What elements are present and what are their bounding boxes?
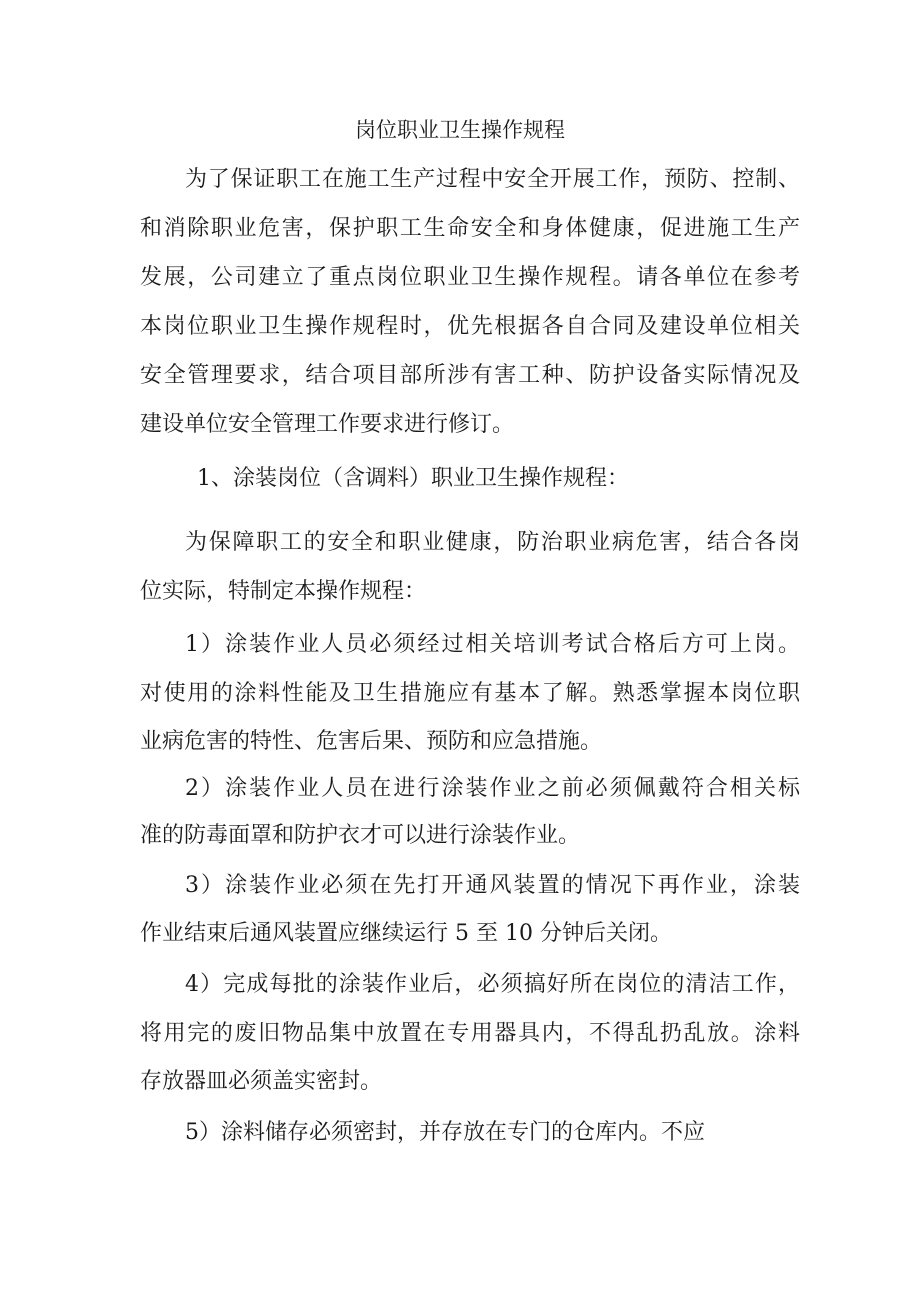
intro-line: 发展，公司建立了重点岗位职业卫生操作规程。请各单位在参考: [140, 265, 800, 290]
rule-line: 准的防毒面罩和防护衣才可以进行涂装作业。: [140, 823, 581, 848]
rule-line: 5）涂料储存必须密封，并存放在专门的仓库内。不应: [185, 1120, 705, 1145]
rule-line: 3）涂装作业必须在先打开通风装置的情况下再作业，涂装: [185, 873, 800, 898]
intro-line: 安全管理要求，结合项目部所涉有害工种、防护设备实际情况及: [140, 363, 800, 388]
rule-line: 存放器皿必须盖实密封。: [140, 1069, 383, 1094]
rule-line: 将用完的废旧物品集中放置在专用器具内，不得乱扔乱放。涂料: [140, 1021, 800, 1046]
intro-line: 建设单位安全管理工作要求进行修订。: [140, 412, 515, 437]
document-title: 岗位职业卫生操作规程: [355, 118, 565, 142]
intro-line: 和消除职业危害，保护职工生命安全和身体健康，促进施工生产: [140, 216, 800, 241]
rule-line: 对使用的涂料性能及卫生措施应有基本了解。熟悉掌握本岗位职: [140, 681, 800, 706]
rule-line: 2）涂装作业人员在进行涂装作业之前必须佩戴符合相关标: [185, 776, 800, 801]
rule-line: 1）涂装作业人员必须经过相关培训考试合格后方可上岗。: [185, 632, 800, 657]
preamble-line: 为保障职工的安全和职业健康，防治职业病危害，结合各岗: [185, 530, 800, 555]
rule-line: 作业结束后通风装置应继续运行 5 至 10 分钟后关闭。: [140, 921, 672, 946]
rule-line: 4）完成每批的涂装作业后，必须搞好所在岗位的清洁工作，: [185, 972, 800, 997]
intro-line: 本岗位职业卫生操作规程时，优先根据各自合同及建设单位相关: [140, 314, 800, 339]
preamble-line: 位实际，特制定本操作规程：: [140, 579, 427, 604]
section-heading: 1、涂装岗位（含调料）职业卫生操作规程：: [197, 466, 629, 491]
intro-line: 为了保证职工在施工生产过程中安全开展工作，预防、控制、: [185, 167, 800, 192]
rule-line: 业病危害的特性、危害后果、预防和应急措施。: [140, 729, 603, 754]
